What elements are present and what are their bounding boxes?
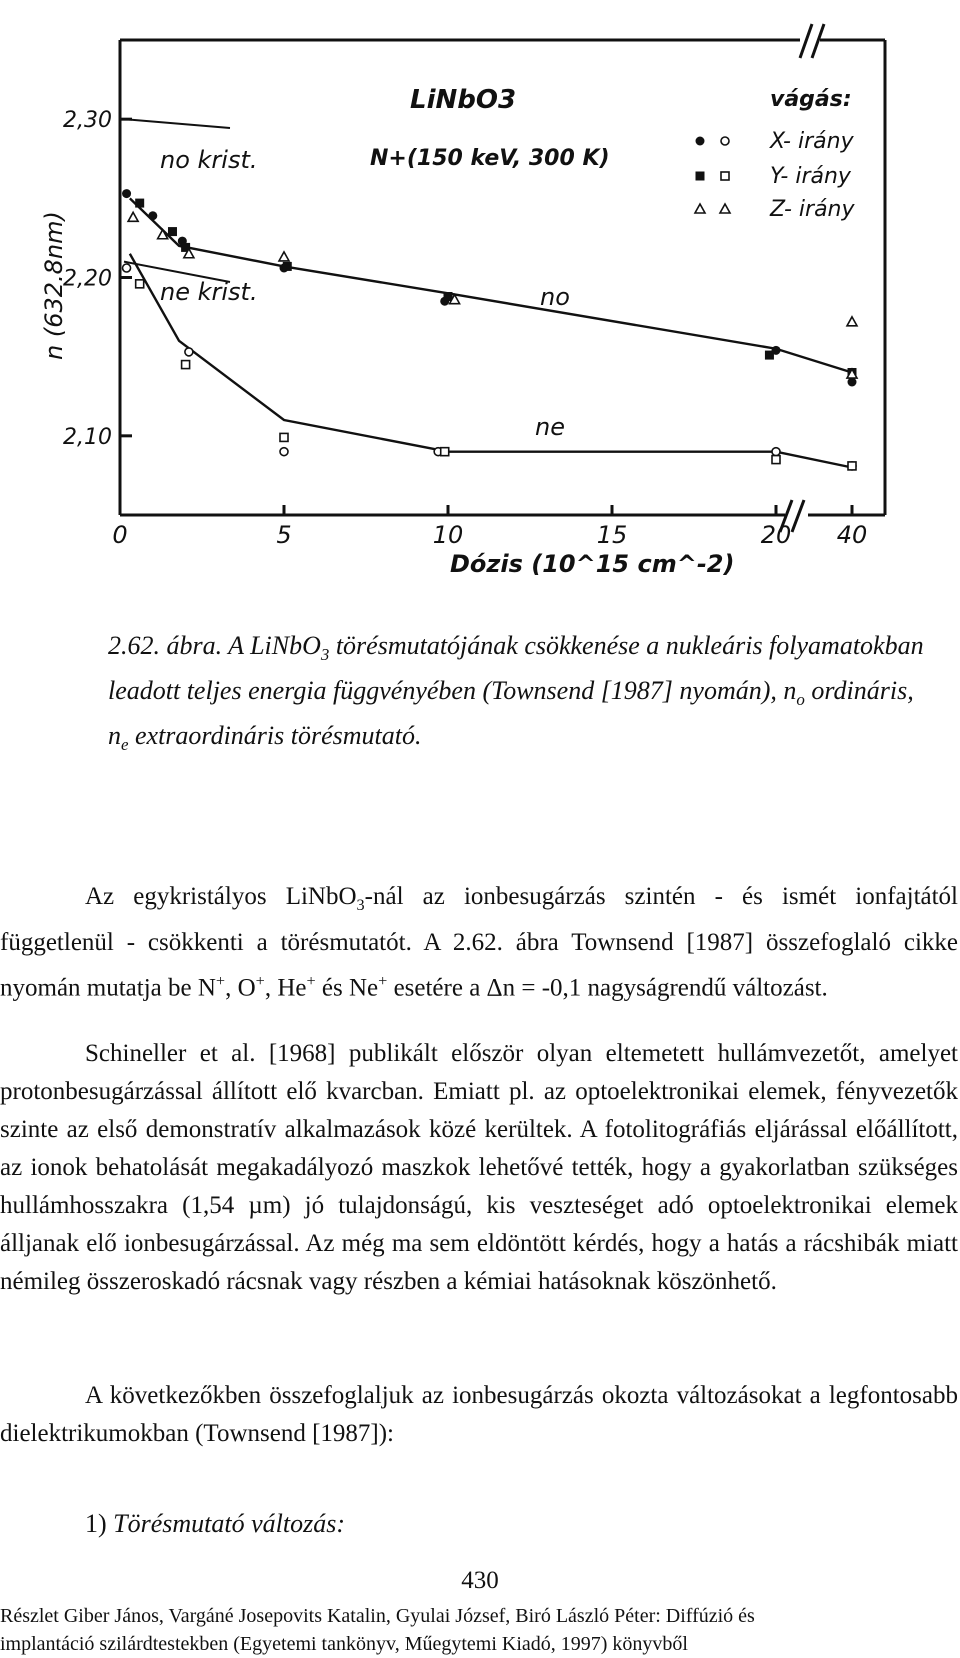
curve-label-no: no [540, 283, 570, 311]
x-tick-label: 40 [836, 521, 868, 549]
paragraph-1: Az egykristályos LiNbO$_3$-nál az ionbesugárzás szintén - és ismét ionfajtától függetlenül - csökkenti a törésmutatót. A 2.62. ábra Townsend [1987] összefoglaló cikke nyomán mutatja be N+, O+, He+ és Ne+ esetére a Δn = -0,1 nagyságrendű változást. [0, 883, 959, 1002]
chart-subtitle: N+(150 keV, 300 K) [370, 146, 610, 171]
data-point [148, 211, 157, 220]
chart-title: LiNbO3 [410, 85, 517, 115]
data-point [280, 448, 288, 456]
y-axis-label: n (632.8nm) [40, 211, 68, 360]
data-point [279, 252, 289, 261]
data-point [772, 448, 780, 456]
reference-arrow-no [124, 119, 230, 128]
data-point [185, 348, 193, 356]
legend-marker [721, 172, 729, 180]
legend-marker [695, 204, 705, 213]
list-item-text: Törésmutató változás: [113, 1509, 346, 1538]
list-item-number: 1) [85, 1509, 107, 1538]
x-tick-label: 0 [112, 521, 128, 549]
legend-marker [696, 137, 705, 146]
data-point [182, 361, 190, 369]
data-point [168, 227, 177, 236]
page-number: 430 [461, 1567, 499, 1594]
x-axis-label: Dózis (10^15 cm^-2) [450, 550, 735, 578]
reference-label-no: no krist. [160, 146, 258, 174]
list-item-1 [85, 1509, 345, 1539]
refractive-index-chart [0, 0, 960, 620]
legend-entry: X- irány [770, 129, 854, 154]
caption-number: 2.62. ábra. [108, 631, 223, 660]
data-point [847, 317, 857, 326]
reference-label-ne: ne krist. [160, 278, 258, 306]
data-point [135, 199, 144, 208]
data-point [123, 264, 131, 272]
legend-title: vágás: [770, 87, 852, 112]
x-tick-label: 5 [276, 521, 292, 549]
data-point [128, 212, 138, 221]
legend-marker [720, 204, 730, 213]
x-tick-label: 10 [432, 521, 464, 549]
legend-entry: Y- irány [770, 164, 851, 189]
legend-entry: Z- irány [770, 197, 855, 222]
data-point [441, 448, 449, 456]
footer [0, 1602, 960, 1658]
y-tick-label: 2,10 [63, 424, 112, 450]
data-point [280, 433, 288, 441]
data-point [765, 351, 774, 360]
curve-label-ne: ne [535, 413, 565, 441]
paragraph-2: Schineller et al. [1968] publikált először olyan eltemetett hullámvezetőt, amelyet protonbesugárzással állított elő kvarcban. Emiatt pl. az optoelektronikai elemek, fényvezetők szinte az első demonstratív alkalmazások közé kerültek. A fotolitográfiás eljárással előállított, az ionok behatolását megakadályozó maszkok lehetővé tették, hogy a gyakorlatban szükséges hullámhosszakra (1,54 µm) jó tulajdonságú, kis veszteséget adó optoelektronikai elemek álljanak elő ionbesugárzással. Az még ma sem eldöntött kérdés, hogy a hatás a rácshibák miatt némileg összeroskadó rácsnak vagy részben a kémiai hatásoknak köszönhető. [0, 1040, 958, 1295]
data-point [136, 280, 144, 288]
data-point [283, 262, 292, 271]
paragraph-3: A következőkben összefoglaljuk az ionbesugárzás okozta változásokat a legfontosabb dielektrikumokban (Townsend [1987]): [0, 1382, 958, 1447]
y-tick-label: 2,20 [63, 266, 112, 292]
data-point [772, 456, 780, 464]
y-tick-label: 2,30 [63, 108, 112, 134]
legend-marker [696, 172, 705, 181]
x-tick-label: 20 [760, 521, 792, 549]
figure [0, 0, 960, 620]
data-point [848, 462, 856, 470]
data-point [122, 189, 131, 198]
legend-marker [721, 137, 729, 145]
footer-line-2: implantáció szilárdtestekben (Egyetemi tankönyv, Műegytemi Kiadó, 1997) könyvből [0, 1633, 688, 1655]
footer-line-1: Részlet Giber János, Vargáné Josepovits Katalin, Gyulai József, Biró László Péter: Diffúzió és [0, 1605, 755, 1627]
figure-caption: 2.62. ábra. A LiNbO$_3$ törésmutatójának csökkenése a nukleáris folyamatokban leadott teljes energia függvényében (Townsend [1987] nyomán), $n_o$ ordináris, $n_e$ extraordináris törésmutató. [108, 631, 924, 755]
x-tick-label: 15 [596, 521, 628, 549]
